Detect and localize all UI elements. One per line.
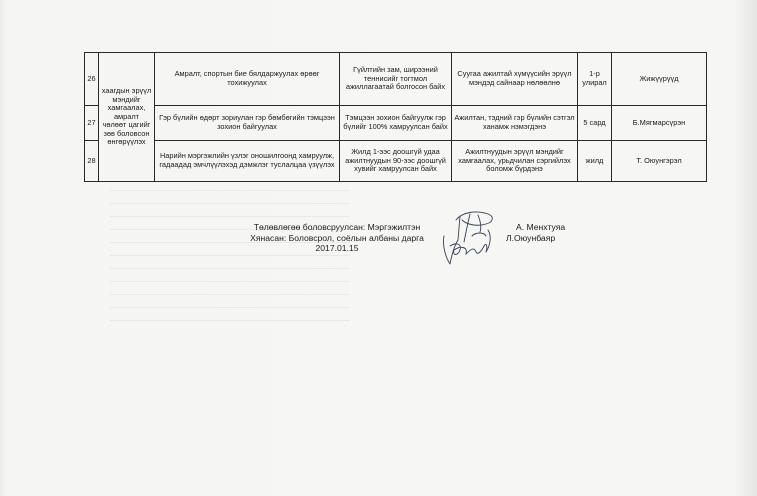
signatory-name-2: Л.Оюунбаяр	[506, 232, 556, 243]
outcome-cell: Суугаа ажилтай хүмүүсийн эрүүл мэндэд сайнаар нөлөөлнө	[452, 53, 578, 106]
action-plan-table	[84, 52, 707, 182]
indicator-cell: Тэмцээн зохион байгуулж гэр бүлийг 100% хамруулсан байх	[340, 106, 452, 141]
date-line: 2017.01.15	[315, 243, 359, 254]
responsible-cell: Б.Мягмарсүрэн	[612, 106, 707, 141]
table-row	[85, 141, 707, 182]
outcome-cell: Ажилтнуудын эрүүл мэндийг хамгаалах, урьдчилан сэргийлэх боломж бүрдэнэ	[452, 141, 578, 182]
activity-cell: Нарийн мэргэжлийн үзлэг оношилгоонд хамруулж, гадаадад эмчлүүлэхэд дэмжлэг туслалцаа үзүүлэх	[155, 141, 340, 182]
table-row	[85, 53, 707, 106]
activity-cell: Гэр бүлийн өдөрт зориулан гэр бөмбөгийн тэмцээн зохион байгуулах	[155, 106, 340, 141]
term-cell: 5 сард	[578, 106, 612, 141]
term-cell: жилд	[578, 141, 612, 182]
indicator-cell: Гүйлтийн зам, ширээний теннисийг тогтмол ажиллагаатай болгосон байх	[340, 53, 452, 106]
activity-cell: Амралт, спортын бие бялдаржуулах өрөөг тохижуулах	[155, 53, 340, 106]
signoff-block	[232, 222, 442, 254]
row-number: 27	[85, 106, 99, 141]
approved-by-line: Хянасан: Боловсрол, соёлын албаны дарга	[250, 232, 424, 243]
table-row	[85, 106, 707, 141]
responsible-cell: Жижүүрүүд	[612, 53, 707, 106]
outcome-cell: Ажилтан, тэдний гэр бүлийн сэтгэл ханамж нэмэгдэнэ	[452, 106, 578, 141]
row-number: 28	[85, 141, 99, 182]
signatory-name-1: А. Менхтуяа	[516, 222, 566, 232]
row-number: 26	[85, 53, 99, 106]
bleed-through-shadow	[110, 190, 350, 330]
signatory-names	[506, 222, 565, 243]
goal-group-cell: хаагдын эрүүл мэндийг хамгаалах, амралт чөлөөт цагийг зөв боловсон өнгөрүүлэх	[99, 53, 155, 182]
term-cell: 1-р улирал	[578, 53, 612, 106]
handwritten-signature	[436, 206, 502, 268]
prepared-by-line: Төлөвлөгөө боловсруулсан: Мэргэжилтэн	[253, 222, 421, 232]
indicator-cell: Жилд 1-ээс доошгүй удаа ажилтнуудын 90-ээс доошгүй хувийг хамруулсан байх	[340, 141, 452, 182]
responsible-cell: Т. Оюунгэрэл	[612, 141, 707, 182]
